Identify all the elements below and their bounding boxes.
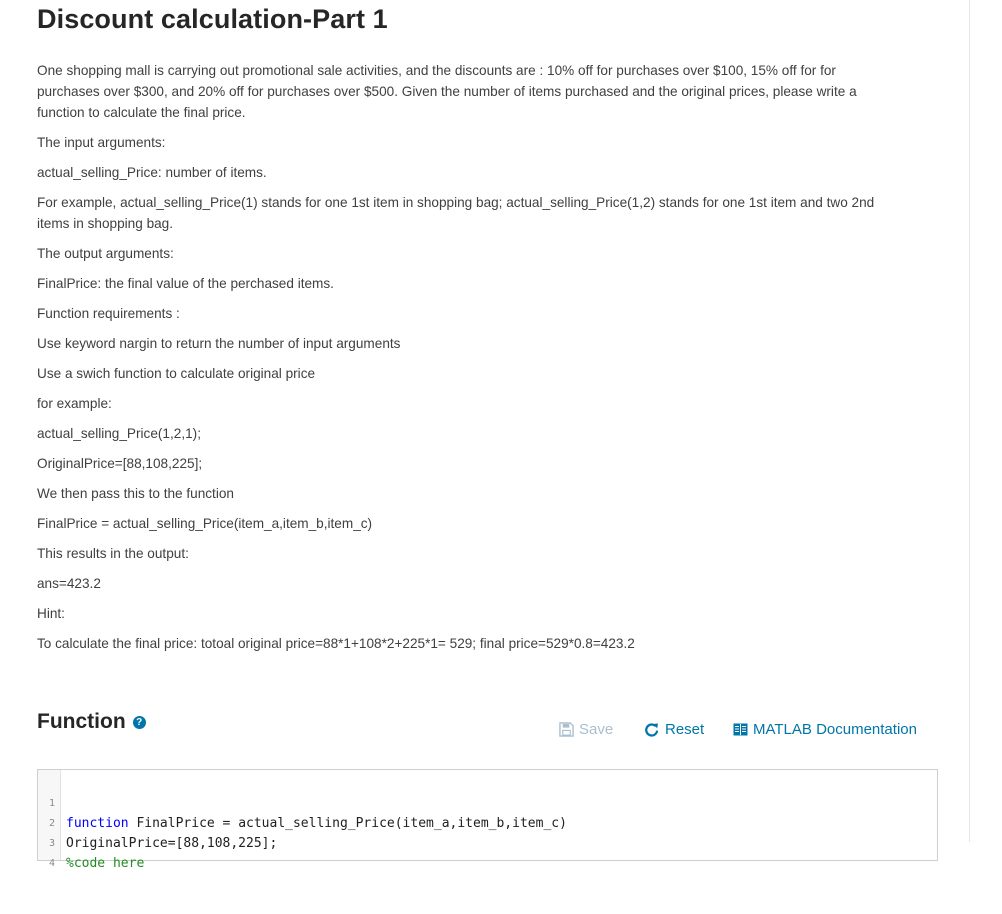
description-paragraph: One shopping mall is carrying out promotional sale activities, and the discounts are : 10% off for purchases over $100, 15% off for for purchases over $300, and 20% off for purchases over $500. Given the number of items purchased and the original prices, please write a function to calculate the final price. <box>37 63 857 120</box>
save-button[interactable] <box>559 721 613 738</box>
floppy-disk-icon <box>559 722 574 737</box>
description-paragraph: actual_selling_Price: number of items. <box>37 165 267 180</box>
problem-title: Discount calculation-Part 1 <box>37 4 388 34</box>
editor-toolbar <box>0 721 969 743</box>
description-paragraph: Use keyword nargin to return the number of input arguments <box>37 336 401 351</box>
reset-button[interactable] <box>644 721 704 738</box>
description-paragraph: Hint: <box>37 606 65 621</box>
line-number: 2 <box>48 818 55 829</box>
code-editor[interactable] <box>37 769 938 871</box>
code-line[interactable] <box>38 774 567 831</box>
description-paragraph: To calculate the final price: totoal original price=88*1+108*2+225*1= 529; final price=529*0.8=423.2 <box>37 636 635 651</box>
code-text: OriginalPrice=[88,108,225]; <box>66 836 278 851</box>
description-paragraph: The input arguments: <box>37 135 166 150</box>
description-paragraph: Use a swich function to calculate original price <box>37 366 316 381</box>
line-number: 1 <box>48 798 55 809</box>
matlab-documentation-label: MATLAB Documentation <box>753 721 917 738</box>
description-paragraph: FinalPrice = actual_selling_Price(item_a,item_b,item_c) <box>37 516 373 531</box>
description-paragraph: ans=423.2 <box>37 576 101 591</box>
description-paragraph: OriginalPrice=[88,108,225]; <box>37 456 203 471</box>
question-circle-icon[interactable]: ? <box>133 716 146 729</box>
line-number: 4 <box>48 858 55 869</box>
code-keyword: function <box>66 816 129 831</box>
matlab-documentation-link[interactable] <box>733 721 917 738</box>
code-line[interactable] <box>38 834 69 869</box>
book-icon <box>733 723 748 736</box>
code-text: FinalPrice = actual_selling_Price(item_a,item_b,item_c) <box>128 816 567 831</box>
line-number: 3 <box>48 838 55 849</box>
save-button-label: Save <box>579 721 614 738</box>
reset-arrow-icon <box>644 722 660 738</box>
description-paragraph: Function requirements : <box>37 306 180 321</box>
description-paragraph: The output arguments: <box>37 246 174 261</box>
description-paragraph: for example: <box>37 396 112 411</box>
description-paragraph: This results in the output: <box>37 546 189 561</box>
description-paragraph: FinalPrice: the final value of the perchased items. <box>37 276 334 291</box>
description-paragraph: We then pass this to the function <box>37 486 234 501</box>
description-paragraph: For example, actual_selling_Price(1) stands for one 1st item in shopping bag; actual_selling_Price(1,2) stands for one 1st item and two 2nd items in shopping bag. <box>37 195 875 231</box>
function-heading-label: Function <box>37 710 126 733</box>
reset-button-label: Reset <box>665 721 705 738</box>
code-comment: %code here <box>66 856 145 871</box>
content-right-border <box>969 0 970 842</box>
description-paragraph: actual_selling_Price(1,2,1); <box>37 426 201 441</box>
problem-description <box>37 60 897 663</box>
